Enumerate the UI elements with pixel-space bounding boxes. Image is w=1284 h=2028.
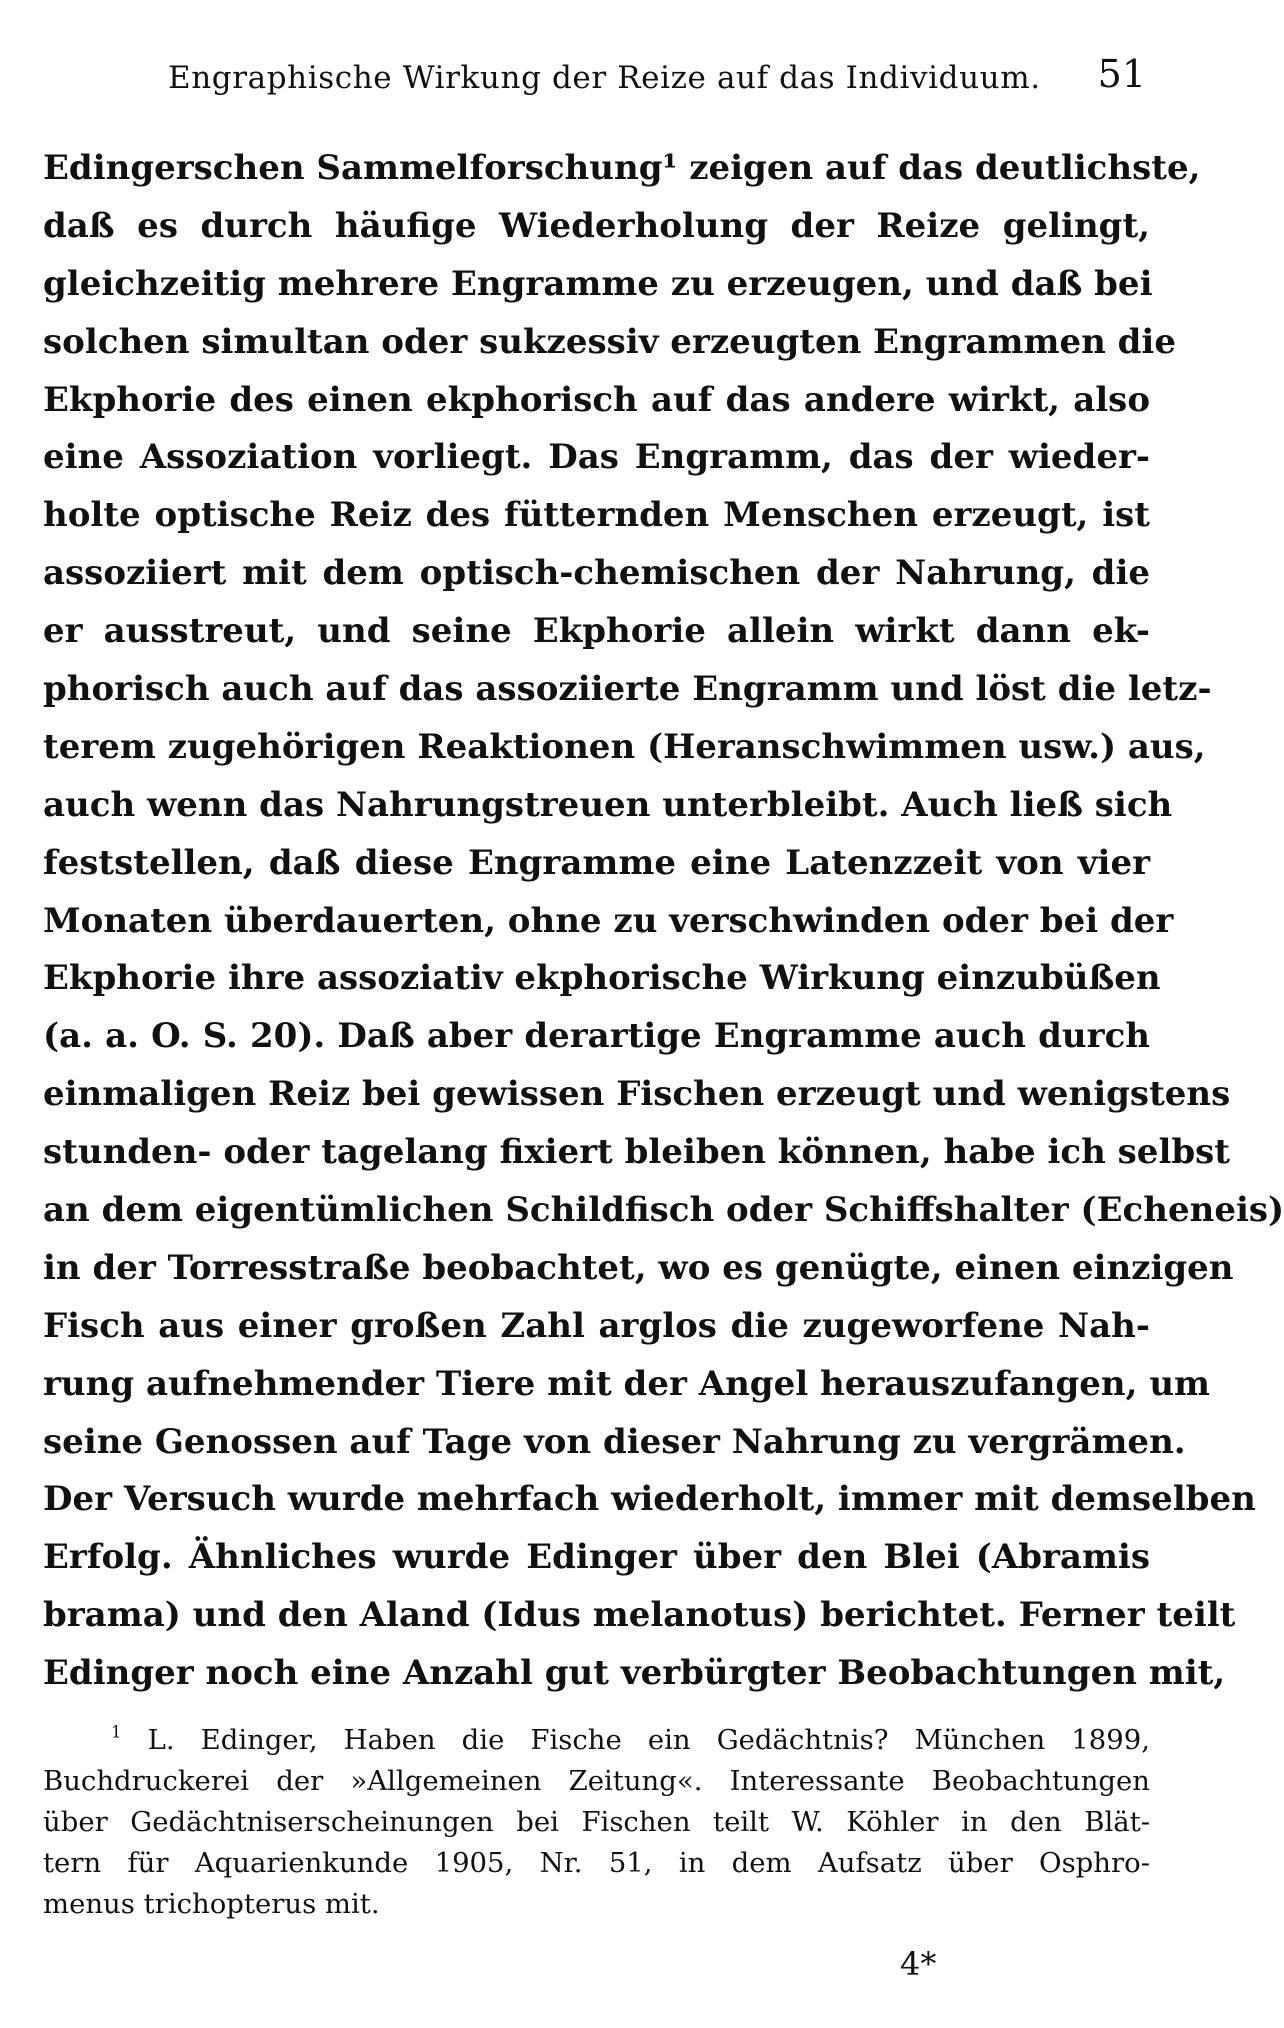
text-line: Monaten überdauerten, ohne zu verschwinden oder bei der — [43, 900, 1174, 941]
text-line: Der Versuch wurde mehrfach wiederholt, immer mit demselben — [43, 1479, 1256, 1520]
text-line: eine Assoziation vorliegt. Das Engramm, das der wieder- — [43, 437, 1150, 478]
text-line: er ausstreut, und seine Ekphorie allein wirkt dann ek- — [43, 611, 1150, 652]
text-line: auch wenn das Nahrungstreuen unterbleibt. Auch ließ sich — [43, 784, 1173, 825]
text-line: holte optische Reiz des fütternden Menschen erzeugt, ist — [43, 495, 1150, 536]
text-line: terem zugehörigen Reaktionen (Heranschwimmen usw.) aus, — [43, 726, 1206, 767]
footnote-text: L. Edinger, Haben die Fische ein Gedächtnis? München 1899, — [147, 1724, 1150, 1756]
text-line: solchen simultan oder sukzessiv erzeugten Engrammen die — [43, 321, 1176, 362]
text-line: assoziiert mit dem optisch-chemischen der Nahrung, die — [43, 553, 1150, 594]
text-line: gleichzeitig mehrere Engramme zu erzeugen, und daß bei — [43, 263, 1153, 304]
text-line: seine Genossen auf Tage von dieser Nahrung zu vergrämen. — [43, 1421, 1186, 1462]
text-line: Ekphorie des einen ekphorisch auf das andere wirkt, also — [43, 379, 1150, 420]
footnote-line: tern für Aquarienkunde 1905, Nr. 51, in dem Aufsatz über Osphro- — [43, 1847, 1150, 1879]
text-line: feststellen, daß diese Engramme eine Latenzzeit von vier — [43, 842, 1150, 883]
footnote-line: über Gedächtniserscheinungen bei Fischen teilt W. Köhler in den Blät- — [43, 1806, 1150, 1838]
text-line: an dem eigentümlichen Schildfisch oder Schiffshalter (Echeneis) — [43, 1190, 1284, 1231]
text-line: phorisch auch auf das assoziierte Engramm und löst die letz- — [43, 669, 1212, 710]
footnote-line — [43, 1720, 1150, 1761]
signature-mark: 4* — [900, 1945, 937, 1983]
text-line: in der Torresstraße beobachtet, wo es genügte, einen einzigen — [43, 1247, 1234, 1288]
page-number: 51 — [1097, 52, 1146, 96]
text-line: daß es durch häufige Wiederholung der Reize gelingt, — [43, 205, 1150, 246]
running-title: Engraphische Wirkung der Reize auf das Individuum. — [168, 60, 1041, 96]
footnote-line: menus trichopterus mit. — [43, 1888, 380, 1920]
footnote-marker: 1 — [111, 1722, 122, 1742]
text-line: rung aufnehmender Tiere mit der Angel herauszufangen, um — [43, 1363, 1211, 1404]
text-line: stunden- oder tagelang fixiert bleiben können, habe ich selbst — [43, 1132, 1230, 1173]
text-line: Edinger noch eine Anzahl gut verbürgter Beobachtungen mit, — [43, 1653, 1226, 1694]
text-line: Ekphorie ihre assoziativ ekphorische Wirkung einzubüßen — [43, 958, 1161, 999]
text-line: brama) und den Aland (Idus melanotus) berichtet. Ferner teilt — [43, 1595, 1236, 1636]
footnote — [43, 1720, 1150, 1925]
page-header — [0, 52, 1150, 112]
text-line: (a. a. O. S. 20). Daß aber derartige Engramme auch durch — [43, 1016, 1150, 1057]
text-line: Erfolg. Ähnliches wurde Edinger über den Blei (Abramis — [43, 1537, 1150, 1578]
footnote-line: Buchdruckerei der »Allgemeinen Zeitung«. Interessante Beobachtungen — [43, 1765, 1150, 1797]
body-text — [43, 140, 1284, 1703]
text-line: Edingerschen Sammelforschung¹ zeigen auf das deutlichste, — [43, 148, 1201, 188]
text-line: einmaligen Reiz bei gewissen Fischen erzeugt und wenigstens — [43, 1074, 1231, 1115]
text-line: Fisch aus einer großen Zahl arglos die zugeworfene Nah- — [43, 1305, 1150, 1346]
